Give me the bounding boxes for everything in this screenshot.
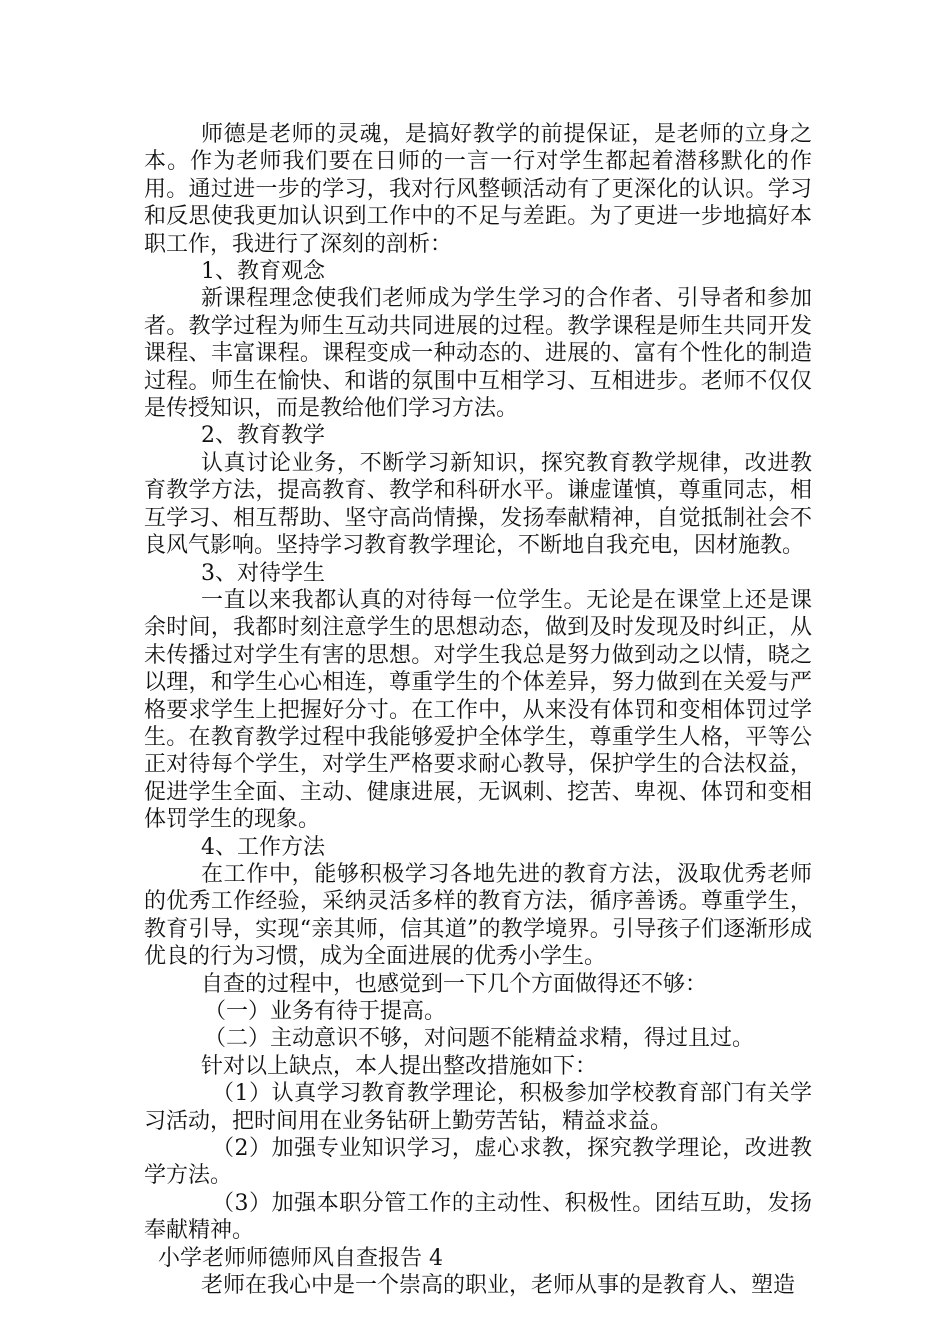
measure-3: （3）加强本职分管工作的主动性、积极性。团结互助，发扬奉献精神。 xyxy=(144,1190,812,1244)
paragraph-treating-students: 一直以来我都认真的对待每一位学生。无论是在课堂上还是课余时间，我都时刻注意学生的思想动态，做到及时发现及时纠正，从未传播过对学生有害的思想。对学生我总是努力做到动之以情，晓之以理，和学生心心相连，尊重学生的个体差异，努力做到在关爱与严格要求学生上把握好分寸。在工作中，从来没有体罚和变相体罚过学生。在教育教学过程中我能够爱护全体学生，尊重学生人格，平等公正对待每个学生，对学生严格要求耐心教导，保护学生的合法权益，促进学生全面、主动、健康进展，无讽刺、挖苦、卑视、体罚和变相体罚学生的现象。 xyxy=(144,587,812,833)
heading-education-concept: 1、教育观念 xyxy=(201,259,325,285)
heading-treating-students: 3、对待学生 xyxy=(201,560,325,586)
shortcoming-2: （二）主动意识不够，对问题不能精益求精，得过且过。 xyxy=(204,1026,755,1052)
paragraph-education-teaching: 认真讨论业务，不断学习新知识，探究教育教学规律，改进教育教学方法，提高教育、教学和科研水平。谦虚谨慎，尊重同志，相互学习、相互帮助、坚守高尚情操，发扬奉献精神，自觉抵制社会不良风气影响。坚持学习教育教学理论，不断地自我充电，因材施教。 xyxy=(144,450,812,559)
paragraph-rectification: 针对以上缺点，本人提出整改措施如下： xyxy=(201,1053,598,1079)
heading-education-teaching: 2、教育教学 xyxy=(201,423,325,449)
report-title: 小学老师师德师风自查报告 4 xyxy=(158,1245,443,1271)
paragraph-report-opening: 老师在我心中是一个崇高的职业，老师从事的是教育人、塑造 xyxy=(201,1273,796,1299)
paragraph-intro: 师德是老师的灵魂，是搞好教学的前提保证，是老师的立身之本。作为老师我们要在日师的一言一行对学生都起着潜移默化的作用。通过进一步的学习，我对行风整顿活动有了更深化的认识。学习和反思使我更加认识到工作中的不足与差距。为了更进一步地搞好本职工作，我进行了深刻的剖析： xyxy=(144,122,812,257)
heading-work-methods: 4、工作方法 xyxy=(201,834,325,860)
measure-1: （1）认真学习教育教学理论，积极参加学校教育部门有关学习活动，把时间用在业务钻研上勤劳苦钻，精益求益。 xyxy=(144,1081,812,1134)
measure-2: （2）加强专业知识学习，虚心求教，探究教学理论，改进教学方法。 xyxy=(144,1136,812,1189)
paragraph-self-check: 自查的过程中，也感觉到一下几个方面做得还不够： xyxy=(201,971,708,997)
shortcoming-1: （一）业务有待于提高。 xyxy=(204,999,447,1024)
paragraph-work-methods: 在工作中，能够积极学习各地先进的教育方法，汲取优秀老师的优秀工作经验，采纳灵活多样的教育方法，循序善诱。尊重学生，教育引导，实现“亲其师，信其道”的教学境界。引导孩子们逐渐形成优良的行为习惯，成为全面进展的优秀小学生。 xyxy=(144,861,812,970)
paragraph-education-concept: 新课程理念使我们老师成为学生学习的合作者、引导者和参加者。教学过程为师生互动共同进展的过程。教学课程是师生共同开发课程、丰富课程。课程变成一种动态的、进展的、富有个性化的制造过程。师生在愉快、和谐的氛围中互相学习、互相进步。老师不仅仅是传授知识，而是教给他们学习方法。 xyxy=(144,286,812,422)
document-body xyxy=(144,121,812,1299)
